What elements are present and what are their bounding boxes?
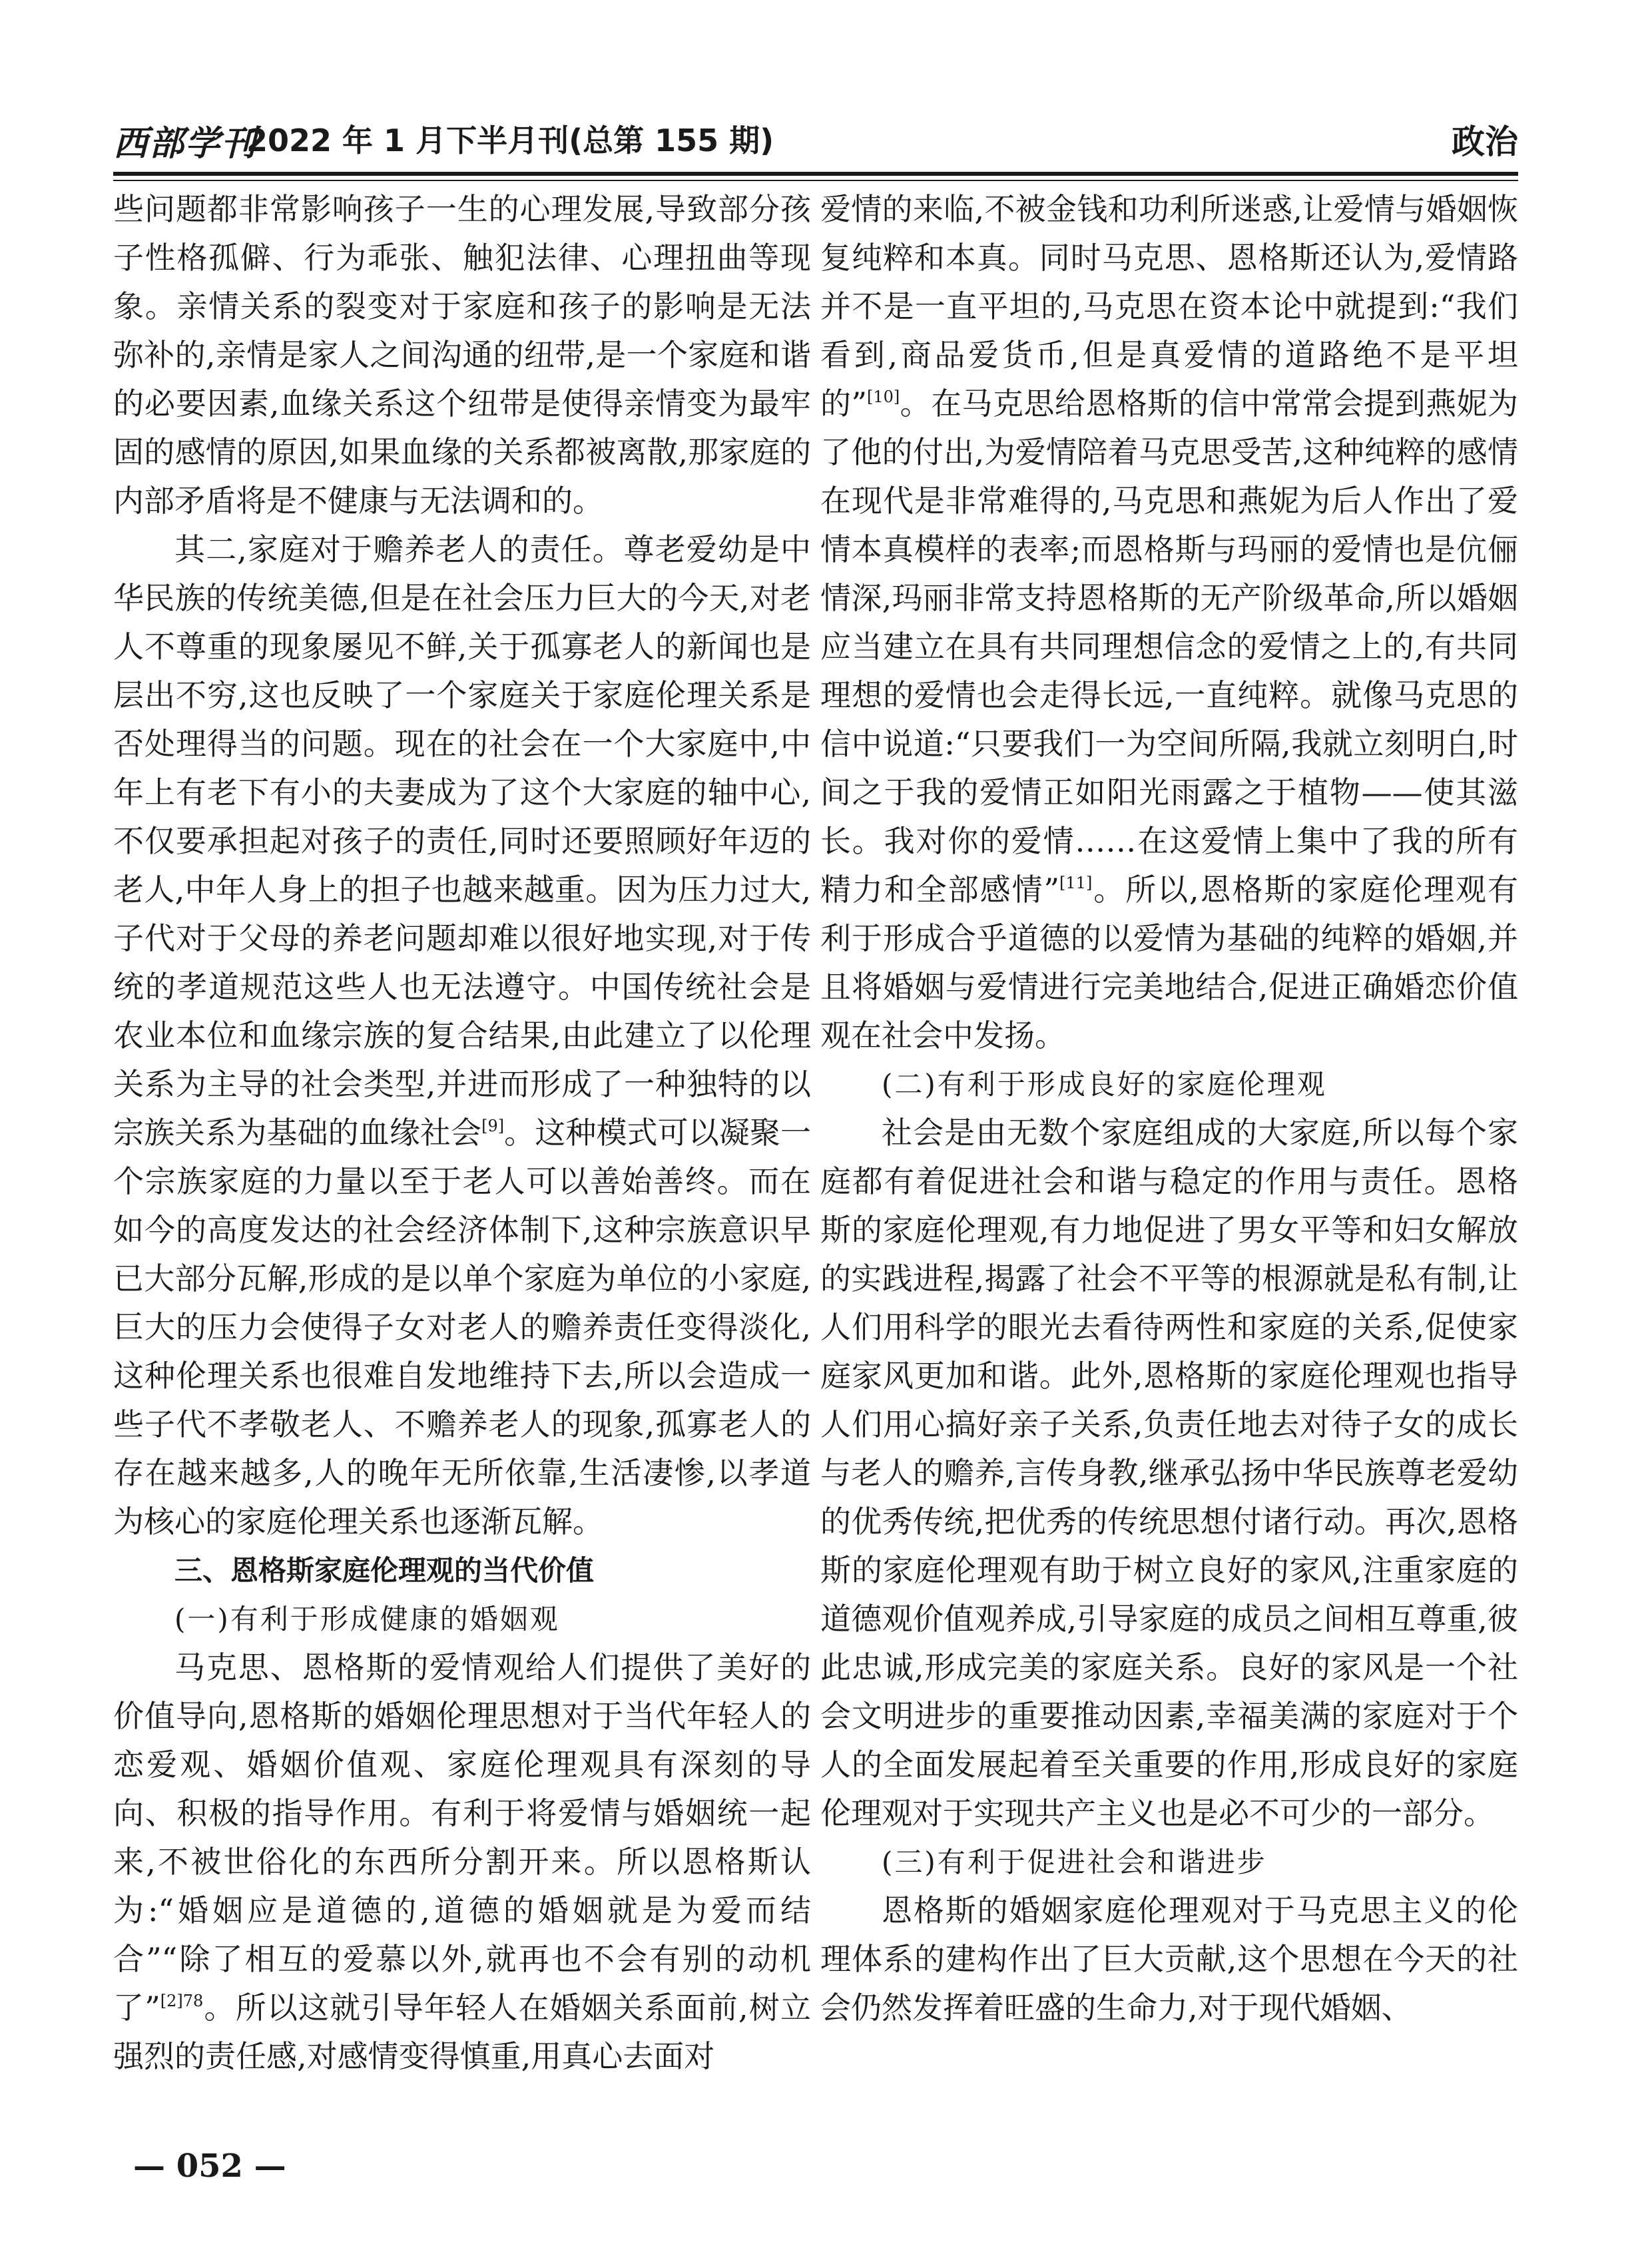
subsection-heading: (二)有利于形成良好的家庭伦理观 [882, 1068, 1327, 1101]
paragraph: 恩格斯的婚姻家庭伦理观对于马克思主义的伦理体系的建构作出了巨大贡献,这个思想在今天的社会仍然发挥着旺盛的生命力,对于现代婚姻、 [820, 1892, 1518, 2026]
paragraph-text: 。这种模式可以凝聚一个宗族家庭的力量以至于老人可以善始善终。而在如今的高度发达的社会经济体制下,这种宗族意识早已大部分瓦解,形成的是以单个家庭为单位的小家庭,巨大的压力会使得子女对老人的赡养责任变得淡化,这种伦理关系也很难自发地维持下去,所以会造成一些子代不孝敬老人、不赡养老人的现象,孤寡老人的存在越来越多,人的晚年无所依靠,生活凄惨,以孝道为核心的家庭伦理关系也逐渐瓦解。 [113, 1115, 812, 1540]
header-rule-thin [113, 180, 1518, 181]
header-rule [113, 172, 1518, 176]
journal-logo: 西部学刊 [113, 123, 258, 164]
paragraph-text: 其二,家庭对于赡养老人的责任。尊老爱幼是中华民族的传统美德,但是在社会压力巨大的今天,对老人不尊重的现象屡见不鲜,关于孤寡老人的新闻也是层出不穷,这也反映了一个家庭关于家庭伦理关系是否处理得当的问题。现在的社会在一个大家庭中,中年上有老下有小的夫妻成为了这个大家庭的轴中心,不仅要承担起对孩子的责任,同时还要照顾好年迈的老人,中年人身上的担子也越来越重。因为压力过大,子代对于父母的养老问题却难以很好地实现,对于传统的孝道规范这些人也无法遵守。中国传统社会是农业本位和血缘宗族的复合结果,由此建立了以伦理关系为主导的社会类型,并进而形成了一种独特的以宗族关系为基础的血缘社会 [113, 531, 811, 1151]
citation: [11] [1059, 874, 1093, 892]
page-header [113, 110, 1518, 170]
citation: [2]78 [160, 1992, 204, 2010]
page-number: — 052 — [133, 2147, 286, 2185]
paragraph [113, 1643, 811, 2081]
subsection-heading: (三)有利于促进社会和谐进步 [882, 1846, 1267, 1878]
subsection-heading: (一)有利于形成健康的婚姻观 [174, 1603, 560, 1635]
paragraph-text: 。在马克思给恩格斯的信中常常会提到燕妮为了他的付出,为爱情陪着马克思受苦,这种纯粹的感情在现代是非常难得的,马克思和燕妮为后人作出了爱情本真模样的表率;而恩格斯与玛丽的爱情也是伉俪情深,玛丽非常支持恩格斯的无产阶级革命,所以婚姻应当建立在具有共同理想信念的爱情之上的,有共同理想的爱情也会走得长远,一直纯粹。就像马克思的信中说道:“只要我们一为空间所隔,我就立刻明白,时间之于我的爱情正如阳光雨露之于植物——使其滋长。我对你的爱情……在这爱情上集中了我的所有精力和全部感情” [820, 386, 1518, 908]
paragraph-text: 马克思、恩格斯的爱情观给人们提供了美好的价值导向,恩格斯的婚姻伦理思想对于当代年轻人的恋爱观、婚姻价值观、家庭伦理观具有深刻的导向、积极的指导作用。有利于将爱情与婚姻统一起来,不被世俗化的东西所分割开来。所以恩格斯认为:“婚姻应是道德的,道德的婚姻就是为爱而结合”“除了相互的爱慕以外,就再也不会有别的动机了” [113, 1649, 811, 2026]
right-column [820, 185, 1518, 2032]
paragraph [820, 185, 1518, 1060]
paragraph-text: 爱情的来临,不被金钱和功利所迷惑,让爱情与婚姻恢复纯粹和本真。同时马克思、恩格斯还认为,爱情路并不是一直平坦的,马克思在资本论中就提到:“我们看到,商品爱货币,但是真爱情的道路绝不是平坦的” [820, 191, 1518, 421]
paragraph-text: 。所以这就引导年轻人在婚姻关系面前,树立强烈的责任感,对感情变得慎重,用真心去面对 [113, 1990, 811, 2074]
section-label: 政治 [1452, 123, 1518, 161]
paragraph [113, 525, 811, 1546]
issue-info: 2022 年 1 月下半月刊(总第 155 期) [246, 123, 774, 158]
citation: [9] [481, 1117, 505, 1135]
left-column [113, 185, 811, 2081]
paragraph: 社会是由无数个家庭组成的大家庭,所以每个家庭都有着促进社会和谐与稳定的作用与责任。恩格斯的家庭伦理观,有力地促进了男女平等和妇女解放的实践进程,揭露了社会不平等的根源就是私有制,让人们用科学的眼光去看待两性和家庭的关系,促使家庭家风更加和谐。此外,恩格斯的家庭伦理观也指导人们用心搞好亲子关系,负责任地去对待子女的成长与老人的赡养,言传身教,继承弘扬中华民族尊老爱幼的优秀传统,把优秀的传统思想付诸行动。再次,恩格斯的家庭伦理观有助于树立良好的家风,注重家庭的道德观价值观养成,引导家庭的成员之间相互尊重,彼此忠诚,形成完美的家庭关系。良好的家风是一个社会文明进步的重要推动因素,幸福美满的家庭对于个人的全面发展起着至关重要的作用,形成良好的家庭伦理观对于实现共产主义也是必不可少的一部分。 [820, 1115, 1518, 1831]
section-heading: 三、恩格斯家庭伦理观的当代价值 [174, 1554, 595, 1587]
paragraph: 些问题都非常影响孩子一生的心理发展,导致部分孩子性格孤僻、行为乖张、触犯法律、心理扭曲等现象。亲情关系的裂变对于家庭和孩子的影响是无法弥补的,亲情是家人之间沟通的纽带,是一个家庭和谐的必要因素,血缘关系这个纽带是使得亲情变为最牢固的感情的原因,如果血缘的关系都被离散,那家庭的内部矛盾将是不健康与无法调和的。 [113, 191, 811, 519]
paragraph-text: 。所以,恩格斯的家庭伦理观有利于形成合乎道德的以爱情为基础的纯粹的婚姻,并且将婚姻与爱情进行完美地结合,促进正确婚恋价值观在社会中发扬。 [820, 872, 1518, 1053]
citation: [10] [866, 388, 900, 406]
